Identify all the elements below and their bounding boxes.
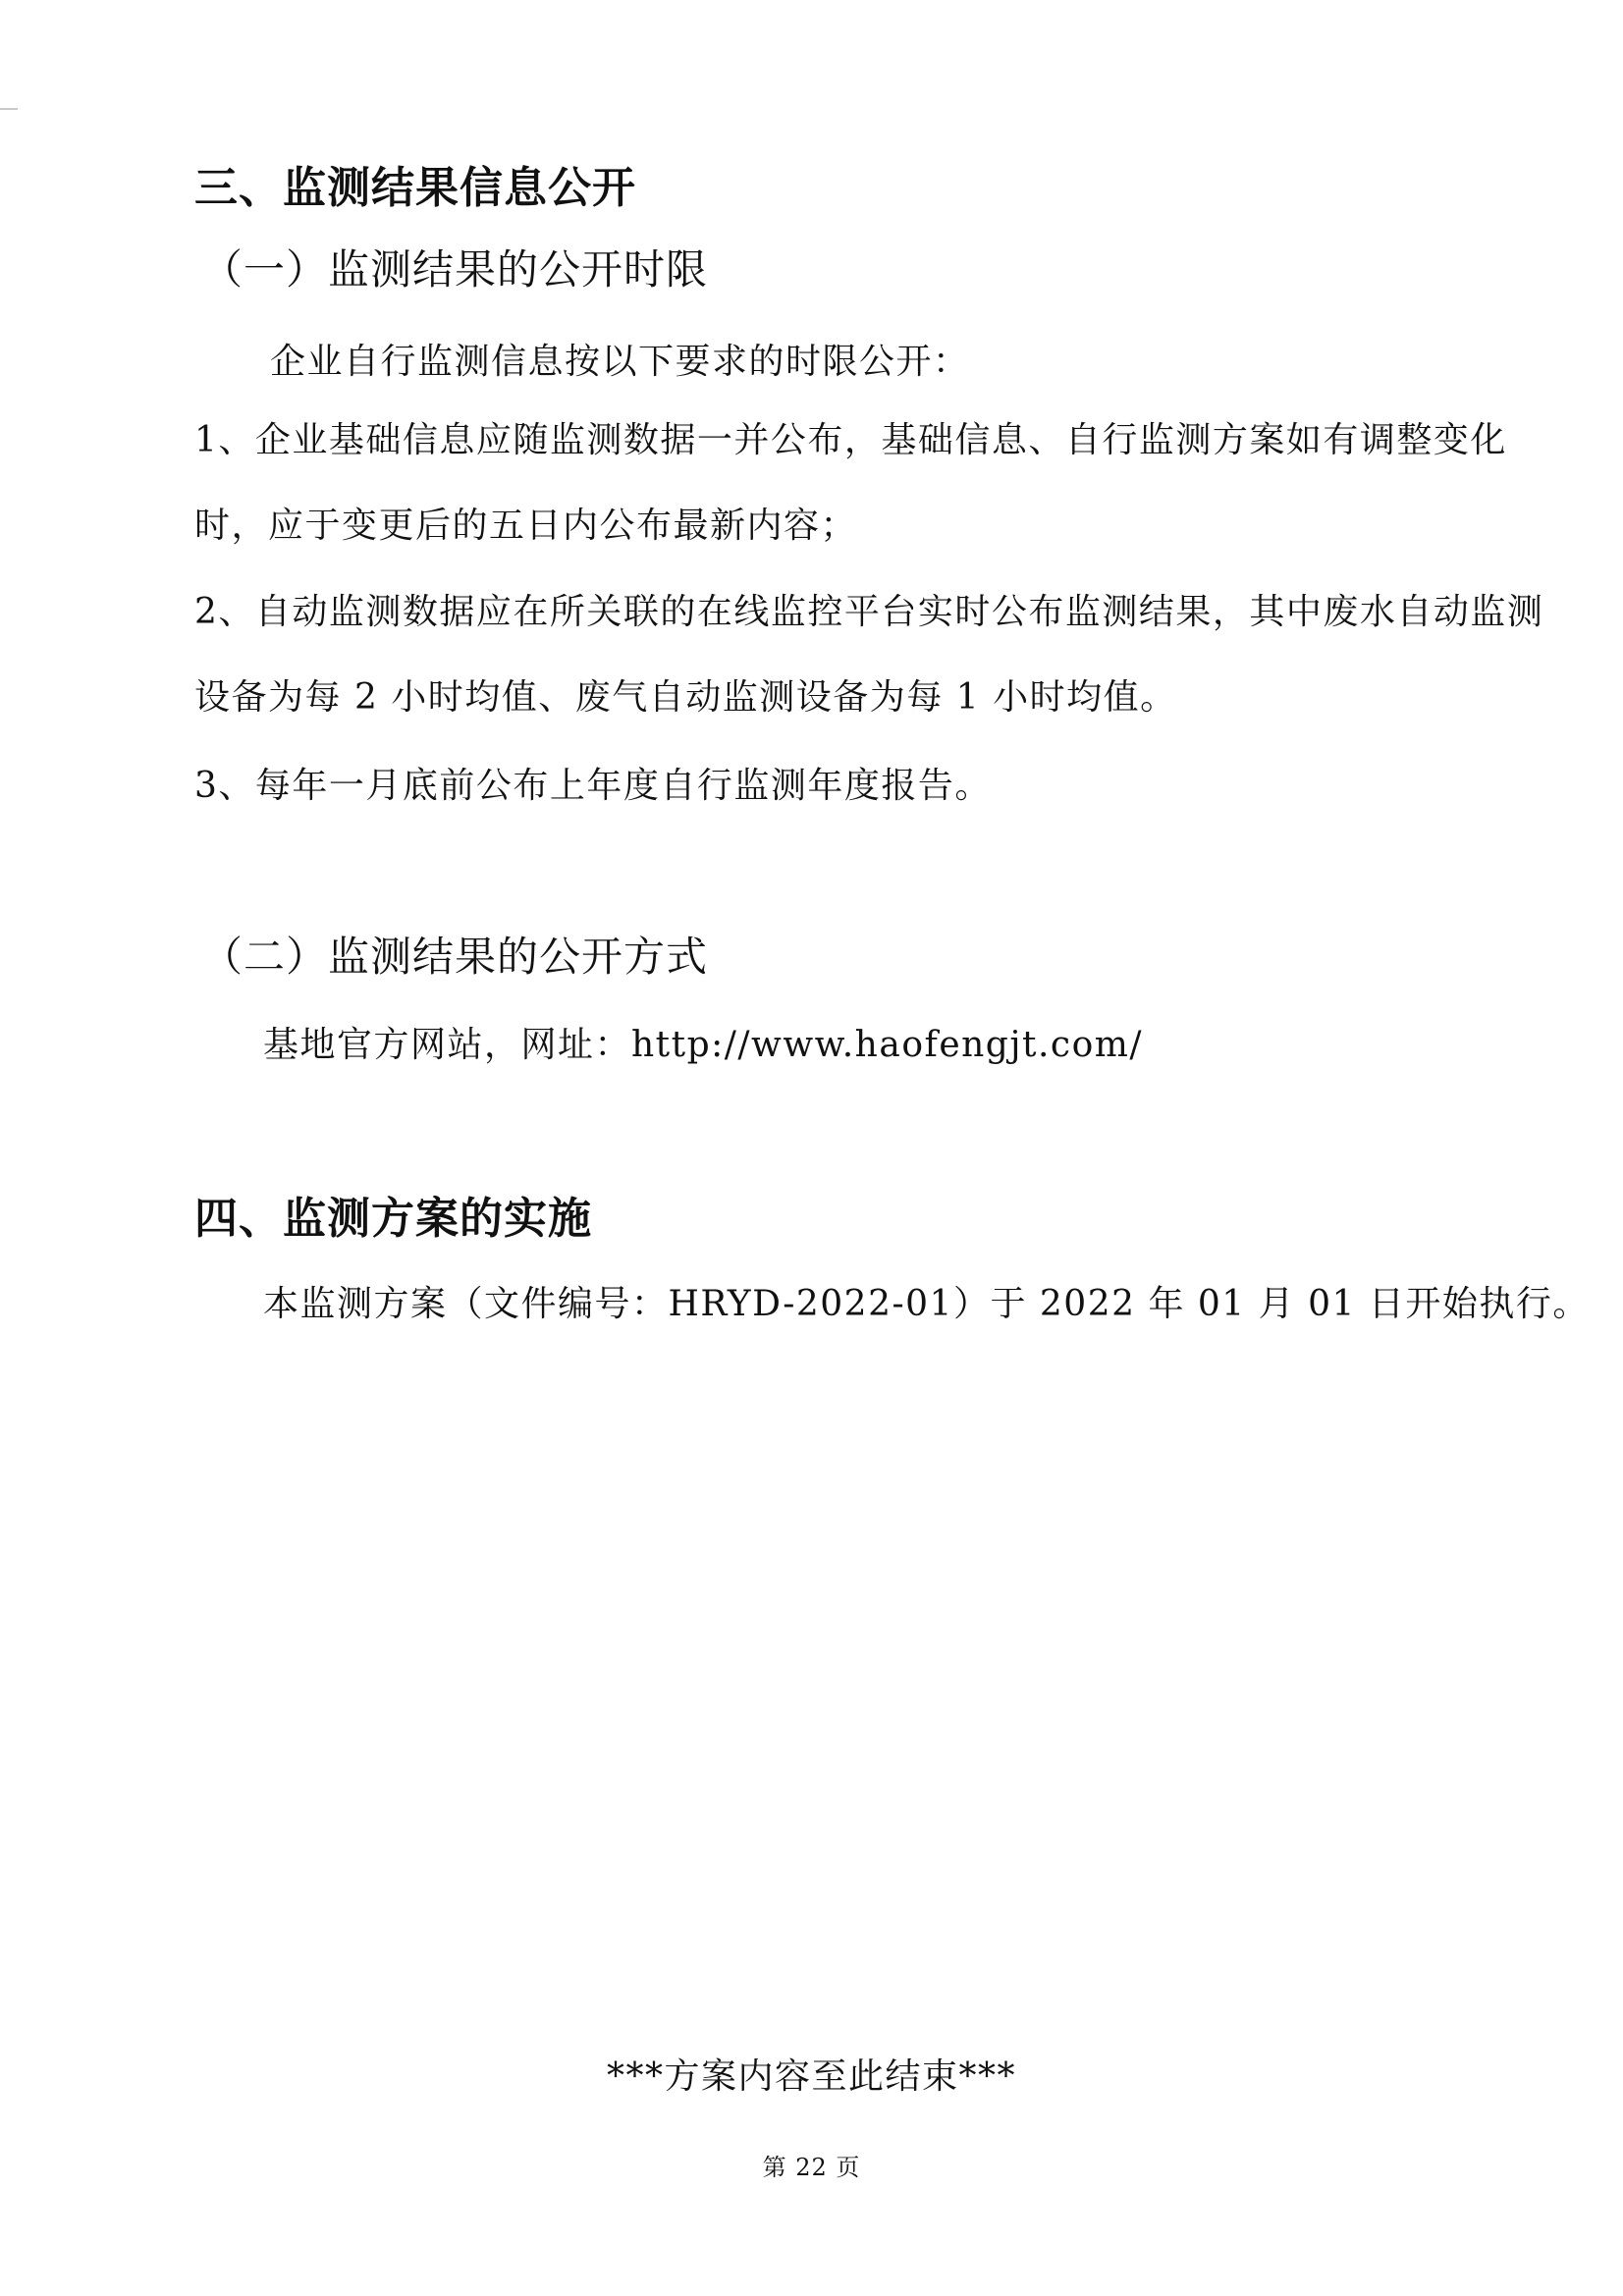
subsection-1-heading: （一）监测结果的公开时限 [201,245,709,294]
end-note: ***方案内容至此结束*** [606,2056,1016,2097]
page-number: 第 22 页 [762,2154,861,2181]
list-item-1: 1、企业基础信息应随监测数据一并公布，基础信息、自行监测方案如有调整变化时，应于变更后的五日内公布最新内容； [194,420,1507,546]
subsection-1-intro: 企业自行监测信息按以下要求的时限公开： [270,342,970,382]
website-line: 基地官方网站，网址：http://www.haofengjt.com/ [263,1025,1144,1065]
section-4-heading: 四、监测方案的实施 [194,1194,592,1244]
subsection-2-heading: （二）监测结果的公开方式 [201,933,709,981]
implementation-line: 本监测方案（文件编号：HRYD-2022-01）于 2022 年 01 月 01 日开始执行。 [263,1284,1590,1324]
section-3-heading: 三、监测结果信息公开 [194,163,636,213]
list-item-2: 2、自动监测数据应在所关联的在线监控平台实时公布监测结果，其中废水自动监测设备为每 2 小时均值、废气自动监测设备为每 1 小时均值。 [194,592,1544,718]
list-item-3: 3、每年一月底前公布上年度自行监测年度报告。 [194,766,992,806]
scan-mark [0,108,18,110]
